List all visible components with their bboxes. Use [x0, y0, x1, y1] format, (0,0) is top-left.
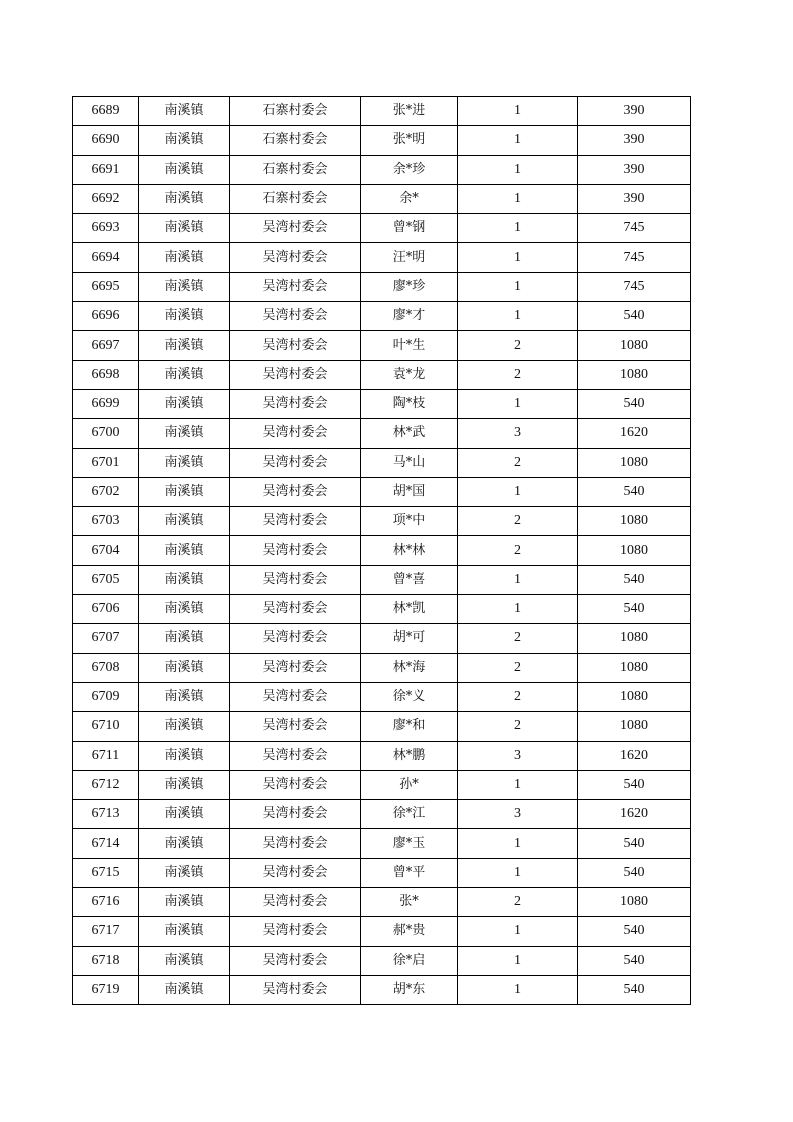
- serial-number-cell: 6718: [73, 946, 139, 975]
- serial-number-cell: 6694: [73, 243, 139, 272]
- name-cell: 袁*龙: [361, 360, 458, 389]
- amount-cell: 540: [578, 975, 691, 1004]
- village-committee-cell: 吴湾村委会: [230, 419, 361, 448]
- amount-cell: 1080: [578, 888, 691, 917]
- amount-cell: 1080: [578, 653, 691, 682]
- village-committee-cell: 吴湾村委会: [230, 448, 361, 477]
- village-committee-cell: 吴湾村委会: [230, 888, 361, 917]
- serial-number-cell: 6689: [73, 97, 139, 126]
- town-cell: 南溪镇: [139, 565, 230, 594]
- household-count-cell: 1: [458, 565, 578, 594]
- town-cell: 南溪镇: [139, 155, 230, 184]
- household-count-cell: 1: [458, 155, 578, 184]
- household-count-cell: 2: [458, 536, 578, 565]
- village-committee-cell: 石寨村委会: [230, 155, 361, 184]
- village-committee-cell: 吴湾村委会: [230, 331, 361, 360]
- amount-cell: 540: [578, 565, 691, 594]
- table-row: [73, 624, 691, 653]
- household-count-cell: 2: [458, 682, 578, 711]
- table-row: [73, 302, 691, 331]
- amount-cell: 1620: [578, 800, 691, 829]
- table-row: [73, 829, 691, 858]
- table-row: [73, 565, 691, 594]
- name-cell: 廖*才: [361, 302, 458, 331]
- village-committee-cell: 吴湾村委会: [230, 536, 361, 565]
- serial-number-cell: 6697: [73, 331, 139, 360]
- town-cell: 南溪镇: [139, 389, 230, 418]
- amount-cell: 1620: [578, 741, 691, 770]
- village-committee-cell: 吴湾村委会: [230, 829, 361, 858]
- serial-number-cell: 6708: [73, 653, 139, 682]
- household-count-cell: 3: [458, 419, 578, 448]
- town-cell: 南溪镇: [139, 302, 230, 331]
- serial-number-cell: 6711: [73, 741, 139, 770]
- table-row: [73, 155, 691, 184]
- town-cell: 南溪镇: [139, 770, 230, 799]
- amount-cell: 390: [578, 126, 691, 155]
- name-cell: 郝*贵: [361, 917, 458, 946]
- town-cell: 南溪镇: [139, 712, 230, 741]
- town-cell: 南溪镇: [139, 360, 230, 389]
- name-cell: 张*进: [361, 97, 458, 126]
- serial-number-cell: 6699: [73, 389, 139, 418]
- serial-number-cell: 6691: [73, 155, 139, 184]
- household-count-cell: 1: [458, 975, 578, 1004]
- household-count-cell: 2: [458, 653, 578, 682]
- serial-number-cell: 6713: [73, 800, 139, 829]
- amount-cell: 1080: [578, 507, 691, 536]
- amount-cell: 540: [578, 917, 691, 946]
- serial-number-cell: 6706: [73, 595, 139, 624]
- table-row: [73, 536, 691, 565]
- serial-number-cell: 6703: [73, 507, 139, 536]
- town-cell: 南溪镇: [139, 829, 230, 858]
- table-row: [73, 507, 691, 536]
- household-count-cell: 1: [458, 243, 578, 272]
- table-row: [73, 770, 691, 799]
- amount-cell: 1080: [578, 712, 691, 741]
- table-row: [73, 653, 691, 682]
- name-cell: 廖*玉: [361, 829, 458, 858]
- amount-cell: 1080: [578, 536, 691, 565]
- village-committee-cell: 吴湾村委会: [230, 595, 361, 624]
- amount-cell: 390: [578, 184, 691, 213]
- name-cell: 林*武: [361, 419, 458, 448]
- village-committee-cell: 吴湾村委会: [230, 858, 361, 887]
- serial-number-cell: 6705: [73, 565, 139, 594]
- serial-number-cell: 6709: [73, 682, 139, 711]
- name-cell: 徐*启: [361, 946, 458, 975]
- town-cell: 南溪镇: [139, 858, 230, 887]
- serial-number-cell: 6719: [73, 975, 139, 1004]
- table-row: [73, 448, 691, 477]
- name-cell: 陶*枝: [361, 389, 458, 418]
- name-cell: 廖*珍: [361, 272, 458, 301]
- village-committee-cell: 吴湾村委会: [230, 624, 361, 653]
- town-cell: 南溪镇: [139, 800, 230, 829]
- amount-cell: 540: [578, 770, 691, 799]
- records-table: [72, 96, 691, 1005]
- household-count-cell: 1: [458, 477, 578, 506]
- table-row: [73, 272, 691, 301]
- household-count-cell: 2: [458, 360, 578, 389]
- town-cell: 南溪镇: [139, 624, 230, 653]
- household-count-cell: 2: [458, 712, 578, 741]
- name-cell: 孙*: [361, 770, 458, 799]
- name-cell: 林*林: [361, 536, 458, 565]
- town-cell: 南溪镇: [139, 419, 230, 448]
- household-count-cell: 1: [458, 97, 578, 126]
- serial-number-cell: 6693: [73, 214, 139, 243]
- serial-number-cell: 6692: [73, 184, 139, 213]
- name-cell: 林*鹏: [361, 741, 458, 770]
- amount-cell: 540: [578, 302, 691, 331]
- village-committee-cell: 石寨村委会: [230, 126, 361, 155]
- name-cell: 胡*可: [361, 624, 458, 653]
- town-cell: 南溪镇: [139, 682, 230, 711]
- household-count-cell: 3: [458, 800, 578, 829]
- amount-cell: 390: [578, 155, 691, 184]
- table-row: [73, 214, 691, 243]
- amount-cell: 540: [578, 595, 691, 624]
- table-row: [73, 975, 691, 1004]
- amount-cell: 745: [578, 272, 691, 301]
- household-count-cell: 1: [458, 389, 578, 418]
- household-count-cell: 1: [458, 184, 578, 213]
- amount-cell: 745: [578, 214, 691, 243]
- name-cell: 叶*生: [361, 331, 458, 360]
- town-cell: 南溪镇: [139, 448, 230, 477]
- household-count-cell: 3: [458, 741, 578, 770]
- table-row: [73, 712, 691, 741]
- village-committee-cell: 吴湾村委会: [230, 653, 361, 682]
- amount-cell: 540: [578, 858, 691, 887]
- name-cell: 胡*国: [361, 477, 458, 506]
- records-table-body: [73, 97, 691, 1005]
- village-committee-cell: 吴湾村委会: [230, 214, 361, 243]
- town-cell: 南溪镇: [139, 331, 230, 360]
- name-cell: 徐*江: [361, 800, 458, 829]
- table-row: [73, 184, 691, 213]
- household-count-cell: 1: [458, 829, 578, 858]
- village-committee-cell: 吴湾村委会: [230, 682, 361, 711]
- table-row: [73, 800, 691, 829]
- serial-number-cell: 6701: [73, 448, 139, 477]
- name-cell: 林*海: [361, 653, 458, 682]
- table-row: [73, 243, 691, 272]
- town-cell: 南溪镇: [139, 946, 230, 975]
- amount-cell: 540: [578, 946, 691, 975]
- table-row: [73, 741, 691, 770]
- table-row: [73, 389, 691, 418]
- serial-number-cell: 6716: [73, 888, 139, 917]
- serial-number-cell: 6698: [73, 360, 139, 389]
- table-row: [73, 331, 691, 360]
- amount-cell: 1080: [578, 360, 691, 389]
- amount-cell: 540: [578, 389, 691, 418]
- town-cell: 南溪镇: [139, 741, 230, 770]
- village-committee-cell: 吴湾村委会: [230, 302, 361, 331]
- village-committee-cell: 吴湾村委会: [230, 565, 361, 594]
- village-committee-cell: 吴湾村委会: [230, 272, 361, 301]
- serial-number-cell: 6714: [73, 829, 139, 858]
- town-cell: 南溪镇: [139, 214, 230, 243]
- village-committee-cell: 吴湾村委会: [230, 800, 361, 829]
- table-row: [73, 126, 691, 155]
- amount-cell: 540: [578, 829, 691, 858]
- village-committee-cell: 吴湾村委会: [230, 770, 361, 799]
- serial-number-cell: 6715: [73, 858, 139, 887]
- serial-number-cell: 6712: [73, 770, 139, 799]
- household-count-cell: 2: [458, 624, 578, 653]
- town-cell: 南溪镇: [139, 595, 230, 624]
- village-committee-cell: 吴湾村委会: [230, 741, 361, 770]
- village-committee-cell: 吴湾村委会: [230, 243, 361, 272]
- serial-number-cell: 6710: [73, 712, 139, 741]
- village-committee-cell: 吴湾村委会: [230, 917, 361, 946]
- serial-number-cell: 6702: [73, 477, 139, 506]
- serial-number-cell: 6717: [73, 917, 139, 946]
- town-cell: 南溪镇: [139, 975, 230, 1004]
- town-cell: 南溪镇: [139, 97, 230, 126]
- town-cell: 南溪镇: [139, 126, 230, 155]
- name-cell: 胡*东: [361, 975, 458, 1004]
- table-row: [73, 917, 691, 946]
- amount-cell: 1080: [578, 331, 691, 360]
- table-row: [73, 595, 691, 624]
- serial-number-cell: 6695: [73, 272, 139, 301]
- name-cell: 汪*明: [361, 243, 458, 272]
- name-cell: 余*: [361, 184, 458, 213]
- amount-cell: 1620: [578, 419, 691, 448]
- table-row: [73, 682, 691, 711]
- name-cell: 马*山: [361, 448, 458, 477]
- amount-cell: 390: [578, 97, 691, 126]
- table-row: [73, 419, 691, 448]
- name-cell: 徐*义: [361, 682, 458, 711]
- village-committee-cell: 吴湾村委会: [230, 477, 361, 506]
- table-row: [73, 946, 691, 975]
- name-cell: 项*中: [361, 507, 458, 536]
- household-count-cell: 1: [458, 858, 578, 887]
- household-count-cell: 1: [458, 126, 578, 155]
- name-cell: 曾*喜: [361, 565, 458, 594]
- name-cell: 张*明: [361, 126, 458, 155]
- table-row: [73, 477, 691, 506]
- serial-number-cell: 6707: [73, 624, 139, 653]
- household-count-cell: 2: [458, 331, 578, 360]
- town-cell: 南溪镇: [139, 536, 230, 565]
- amount-cell: 745: [578, 243, 691, 272]
- town-cell: 南溪镇: [139, 653, 230, 682]
- serial-number-cell: 6696: [73, 302, 139, 331]
- household-count-cell: 2: [458, 888, 578, 917]
- amount-cell: 1080: [578, 624, 691, 653]
- household-count-cell: 2: [458, 507, 578, 536]
- name-cell: 余*珍: [361, 155, 458, 184]
- town-cell: 南溪镇: [139, 477, 230, 506]
- serial-number-cell: 6690: [73, 126, 139, 155]
- village-committee-cell: 吴湾村委会: [230, 360, 361, 389]
- table-row: [73, 360, 691, 389]
- town-cell: 南溪镇: [139, 917, 230, 946]
- village-committee-cell: 吴湾村委会: [230, 712, 361, 741]
- household-count-cell: 2: [458, 448, 578, 477]
- village-committee-cell: 吴湾村委会: [230, 946, 361, 975]
- name-cell: 林*凯: [361, 595, 458, 624]
- household-count-cell: 1: [458, 595, 578, 624]
- serial-number-cell: 6704: [73, 536, 139, 565]
- household-count-cell: 1: [458, 770, 578, 799]
- name-cell: 曾*平: [361, 858, 458, 887]
- table-row: [73, 858, 691, 887]
- village-committee-cell: 石寨村委会: [230, 97, 361, 126]
- village-committee-cell: 石寨村委会: [230, 184, 361, 213]
- serial-number-cell: 6700: [73, 419, 139, 448]
- household-count-cell: 1: [458, 214, 578, 243]
- town-cell: 南溪镇: [139, 888, 230, 917]
- amount-cell: 540: [578, 477, 691, 506]
- town-cell: 南溪镇: [139, 243, 230, 272]
- name-cell: 廖*和: [361, 712, 458, 741]
- amount-cell: 1080: [578, 448, 691, 477]
- table-row: [73, 888, 691, 917]
- household-count-cell: 1: [458, 946, 578, 975]
- household-count-cell: 1: [458, 302, 578, 331]
- town-cell: 南溪镇: [139, 507, 230, 536]
- village-committee-cell: 吴湾村委会: [230, 389, 361, 418]
- village-committee-cell: 吴湾村委会: [230, 975, 361, 1004]
- town-cell: 南溪镇: [139, 272, 230, 301]
- table-row: [73, 97, 691, 126]
- village-committee-cell: 吴湾村委会: [230, 507, 361, 536]
- household-count-cell: 1: [458, 917, 578, 946]
- name-cell: 张*: [361, 888, 458, 917]
- amount-cell: 1080: [578, 682, 691, 711]
- town-cell: 南溪镇: [139, 184, 230, 213]
- household-count-cell: 1: [458, 272, 578, 301]
- name-cell: 曾*钢: [361, 214, 458, 243]
